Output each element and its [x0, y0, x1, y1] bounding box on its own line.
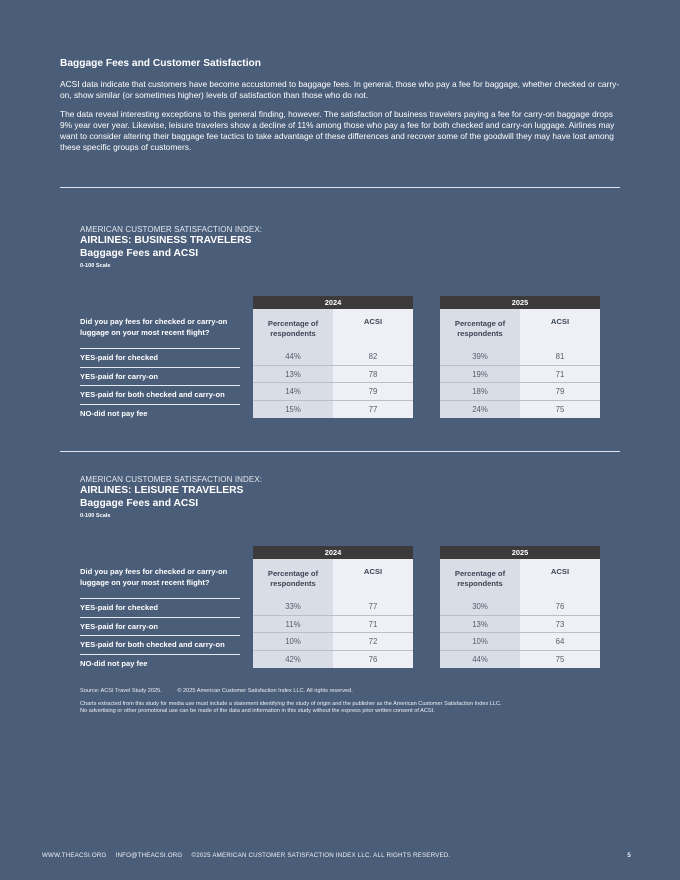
acsi-header: ACSI: [333, 309, 413, 348]
row-label: YES-paid for both checked and carry-on: [80, 635, 240, 654]
page-footer: [42, 852, 640, 859]
table-row: [253, 633, 413, 651]
pct-cell: 24%: [440, 401, 520, 419]
business-travelers-section: [80, 225, 600, 418]
section-title: AIRLINES: LEISURE TRAVELERS: [80, 485, 244, 496]
acsi-cell: 79: [520, 383, 600, 400]
column-headers: [253, 309, 413, 348]
acsi-header: ACSI: [520, 309, 600, 348]
table-row: [440, 366, 600, 384]
acsi-cell: 77: [333, 401, 413, 419]
section-subtitle: Baggage Fees and ACSI: [80, 248, 199, 259]
table-row: [440, 348, 600, 366]
pct-cell: 10%: [253, 633, 333, 650]
pct-header: Percentage of respondents: [440, 559, 520, 598]
pct-cell: 14%: [253, 383, 333, 400]
acsi-cell: 76: [520, 598, 600, 615]
pct-cell: 42%: [253, 651, 333, 669]
year-group-2025: [440, 546, 600, 668]
pct-cell: 39%: [440, 348, 520, 365]
section-subtitle: Baggage Fees and ACSI: [80, 498, 199, 509]
acsi-cell: 71: [520, 366, 600, 383]
source-study: Source: ACSI Travel Study 2025.: [80, 688, 162, 694]
question-label: Did you pay fees for checked or carry-on luggage on your most recent flight?: [80, 567, 228, 587]
row-labels: [80, 598, 240, 672]
row-label: YES-paid for carry-on: [80, 617, 240, 636]
table-row: [440, 598, 600, 616]
row-labels: [80, 348, 240, 422]
year-header: 2024: [253, 296, 413, 309]
source-line: [80, 688, 600, 694]
pct-cell: 33%: [253, 598, 333, 615]
row-label: YES-paid for checked: [80, 348, 240, 367]
section-kicker: AMERICAN CUSTOMER SATISFACTION INDEX:: [80, 475, 263, 484]
year-group-2024: [253, 546, 413, 668]
row-label: YES-paid for both checked and carry-on: [80, 385, 240, 404]
row-label: NO-did not pay fee: [80, 404, 240, 423]
intro-paragraph-2: The data reveal interesting exceptions to this general finding, however. The satisfaction of business travelers paying a fee for carry-on baggage drops 9% year over year. Likewise, leisure travelers show a decline of 11% among those who pay a fee for both checked and carry-on luggage. Airlines may want to consider altering their baggage fee tactics to take advantage of these differences and recover some of the goodwill they may have lost among these specific groups of customers.: [60, 108, 615, 153]
acsi-cell: 82: [333, 348, 413, 365]
table-row: [253, 348, 413, 366]
section-scale: 0-100 Scale: [80, 513, 111, 519]
acsi-cell: 72: [333, 633, 413, 650]
table-row: [253, 616, 413, 634]
usage-note-1: Charts extracted from this study for media use must include a statement identifying the study of origin and the publisher as the American Customer Satisfaction Index LLC.: [80, 701, 502, 707]
year-header: 2024: [253, 546, 413, 559]
source-notes: [80, 688, 600, 715]
leisure-travelers-section: [80, 475, 600, 668]
pct-cell: 44%: [440, 651, 520, 669]
table-row: [253, 651, 413, 669]
year-group-2025: [440, 296, 600, 418]
acsi-cell: 76: [333, 651, 413, 669]
pct-cell: 19%: [440, 366, 520, 383]
year-header: 2025: [440, 296, 600, 309]
acsi-cell: 64: [520, 633, 600, 650]
footer-website-link[interactable]: WWW.THEACSI.ORG: [42, 852, 107, 859]
intro-paragraph-1: ACSI data indicate that customers have become accustomed to baggage fees. In general, those who pay a fee for baggage, whether checked or carry-on, show similar (or sometimes higher) levels of satisfaction than those who do not.: [60, 79, 620, 101]
pct-cell: 44%: [253, 348, 333, 365]
pct-cell: 15%: [253, 401, 333, 419]
footer-copyright: ©2025 AMERICAN CUSTOMER SATISFACTION INDEX LLC. ALL RIGHTS RESERVED.: [191, 852, 451, 859]
acsi-cell: 79: [333, 383, 413, 400]
acsi-header: ACSI: [520, 559, 600, 598]
table-row: [440, 633, 600, 651]
table-row: [253, 383, 413, 401]
divider: [60, 451, 620, 452]
table-row: [253, 401, 413, 419]
column-headers: [440, 309, 600, 348]
pct-cell: 11%: [253, 616, 333, 633]
year-header: 2025: [440, 546, 600, 559]
pct-cell: 30%: [440, 598, 520, 615]
pct-cell: 10%: [440, 633, 520, 650]
row-label: NO-did not pay fee: [80, 654, 240, 673]
acsi-cell: 71: [333, 616, 413, 633]
pct-header: Percentage of respondents: [253, 559, 333, 598]
acsi-header: ACSI: [333, 559, 413, 598]
table-row: [440, 651, 600, 669]
page-number: 5: [627, 852, 631, 859]
acsi-cell: 78: [333, 366, 413, 383]
table-row: [440, 401, 600, 419]
section-scale: 0-100 Scale: [80, 263, 111, 269]
intro: [60, 58, 622, 161]
source-copyright: © 2025 American Customer Satisfaction Index LLC. All rights reserved.: [177, 688, 353, 694]
pct-cell: 18%: [440, 383, 520, 400]
pct-cell: 13%: [440, 616, 520, 633]
acsi-cell: 75: [520, 401, 600, 419]
acsi-cell: 73: [520, 616, 600, 633]
section-kicker: AMERICAN CUSTOMER SATISFACTION INDEX:: [80, 225, 263, 234]
usage-note: [80, 701, 600, 715]
footer-email-link[interactable]: INFO@THEACSI.ORG: [115, 852, 183, 859]
pct-header: Percentage of respondents: [440, 309, 520, 348]
table-row: [253, 598, 413, 616]
column-headers: [440, 559, 600, 598]
row-label: YES-paid for checked: [80, 598, 240, 617]
table-row: [440, 383, 600, 401]
usage-note-2: No advertising or other promotional use can be made of the data and information in this study without the express prior written consent of ACSI.: [80, 708, 435, 715]
table-row: [440, 616, 600, 634]
acsi-cell: 77: [333, 598, 413, 615]
acsi-cell: 75: [520, 651, 600, 669]
column-headers: [253, 559, 413, 598]
pct-cell: 13%: [253, 366, 333, 383]
question-label: Did you pay fees for checked or carry-on luggage on your most recent flight?: [80, 317, 228, 337]
table-row: [253, 366, 413, 384]
row-label: YES-paid for carry-on: [80, 367, 240, 386]
acsi-cell: 81: [520, 348, 600, 365]
year-group-2024: [253, 296, 413, 418]
divider: [60, 187, 620, 188]
section-title: AIRLINES: BUSINESS TRAVELERS: [80, 235, 252, 246]
page-heading: Baggage Fees and Customer Satisfaction: [60, 58, 261, 69]
pct-header: Percentage of respondents: [253, 309, 333, 348]
